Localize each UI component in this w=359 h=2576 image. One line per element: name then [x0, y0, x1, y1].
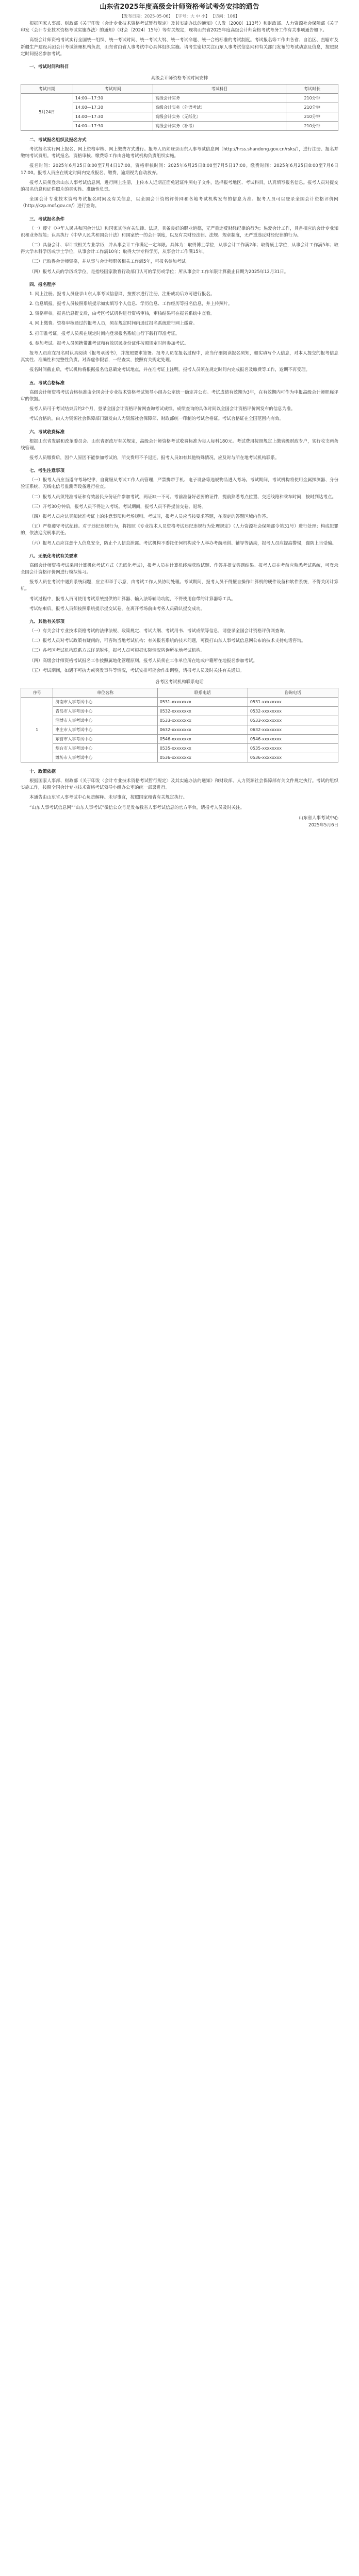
intro-paragraph: 根据国家人事部、财政部《关于印发〈会计专业技术资格考试暂行规定〉及其实施办法的通知》（人发〔2000〕113号）和财政部、人力资源社会保障部《关于印发〈会计专业技术资格考试实施办法〉的通知》（财会〔2024〕15号）等有关规定，现将山东省2025年度高级会计师资格考试考务工作有关事项通告如下。	[21, 21, 338, 33]
table-cell: 0546-xxxxxxxx	[157, 734, 248, 743]
paragraph: （五）考试期间，如遇不可抗力或突发事件等情况，考试安排可能会作出调整，请报考人员及时关注有关通知。	[29, 668, 244, 673]
section-heading: 十、政策依据	[29, 769, 56, 774]
table-cell: 枣庄市人事考试中心	[53, 725, 157, 734]
paragraph: 报考人员应在报名时认真阅读《报考承诺书》，并按照要求签署。报考人员在报名过程中，应当仔细阅读报名须知，如实填写个人信息，对本人提交的报考信息真实性、准确性和完整性负责。对弄虚作假者，一经查实，按照有关规定处理。	[21, 351, 338, 363]
table-cell: 潍坊市人事考试中心	[53, 753, 157, 762]
table-header: 咨询电话	[248, 688, 338, 697]
notice-title: 山东省2025年度高级会计师资格考试考务安排的通告	[100, 3, 259, 10]
list-item: 6. 参加考试。报考人员须携带准考证和有效居民身份证件按照规定时间参加考试。	[29, 341, 189, 346]
table-header: 联系电话	[157, 688, 248, 697]
table-cell: 烟台市人事考试中心	[53, 743, 157, 753]
paragraph: （三）已取得会计师资格，并从事与会计师职务相关工作满5年，可报名参加考试。	[29, 259, 190, 265]
table-row	[21, 697, 338, 706]
paragraph: 根据国家人事部、财政部《关于印发〈会计专业技术资格考试暂行规定〉及其实施办法的通知》和财政部、人力资源社会保障部有关文件规定执行。考试的组织实施工作，按照全国会计专业技术资格考试领导小组办公室的统一部署进行。	[21, 778, 338, 791]
paragraph: （一）报考人员应当遵守考场纪律，自觉服从考试工作人员管理，严禁携带手机、电子设备等违规物品进入考场。考试期间，考试机构将使用金属探测器、身份验证系统、无线电信号监测等设备进行检查。	[21, 478, 338, 490]
list-item: 5. 打印准考证。报考人员须在规定时间内登录报名系统自行下载打印准考证。	[29, 331, 180, 336]
paragraph: （六）报考人员应注意个人信息安全，防止个人信息泄露。考试机构不委托任何机构或个人举办考前培训、辅导等活动，报考人员应提高警惕，谨防上当受骗。	[29, 540, 337, 546]
paragraph: （二）具备会计、审计或相关专业学历，并从事会计工作满足一定年限。具体为：取得博士学位，从事会计工作满2年；取得硕士学位，从事会计工作满5年；取得大学本科学历或学士学位，从事会计工作满10年；取得大学专科学历，从事会计工作满15年。	[21, 243, 338, 255]
table-cell: 210分钟	[286, 122, 338, 131]
table-cell: 0536-xxxxxxxx	[157, 753, 248, 762]
paragraph: （四）报考人员的学历或学位，是指经国家教育行政部门认可的学历或学位；所从事会计工作年限计算截止日期为2025年12月31日。	[29, 269, 289, 275]
table-caption: 高级会计师资格考试时间安排	[151, 76, 208, 81]
paragraph: （一）遵守《中华人民共和国会计法》和国家其他有关法律、法规，具备良好的职业道德，无严重违反财经纪律的行为；热爱会计工作，具备相应的会计专业知识和业务技能；认真执行《中华人民共和国会计法》和国家统一的会计制度，以及有关财经法律、法规、规章制度，无严重违反财经纪律的行为。	[21, 226, 338, 238]
table-cell: 1	[21, 697, 53, 762]
table-cell: 14:00—17:30	[73, 103, 153, 112]
table-cell: 济南市人事考试中心	[53, 697, 157, 706]
table-row	[21, 725, 338, 734]
table-cell: 0532-xxxxxxxx	[157, 706, 248, 716]
table-header-row	[21, 84, 338, 94]
table-cell: 0632-xxxxxxxx	[157, 725, 248, 734]
section-heading: 七、考生注意事项	[29, 468, 65, 474]
table-cell: 0533-xxxxxxxx	[157, 716, 248, 725]
table-row	[21, 753, 338, 762]
paragraph: （四）报考人员应认真阅读准考证上的注意事项和考场规则。考试时，报考人员应当按要求答题，在规定的答题区域内作答。	[29, 514, 271, 519]
paragraph: 考试报名实行网上报名、网上资格审核、网上缴费方式进行。报考人员须登录山东人事考试信息网（http://hrss.shandong.gov.cn/rsks/），进行注册、报名并缴纳考试费用。考试报名、资格审核、缴费等工作由各地考试机构负责组织实施。	[21, 147, 338, 159]
table-cell: 高级会计实务（无纸化）	[153, 112, 286, 122]
paragraph: （一）有关会计专业技术资格考试的法律法规、政策规定、考试大纲、考试用书、考试成绩等信息，请登录全国会计资格评价网查询。	[29, 628, 288, 634]
paragraph: （二）报考人员须凭准考证和有效居民身份证件参加考试，两证缺一不可。考前准备好必要的证件，提前熟悉考点位置、交通线路和乘车时间，按时到达考点。	[29, 494, 337, 500]
contact-table	[21, 688, 338, 762]
paragraph: （五）严格遵守考试纪律。对于违纪违规行为，将按照《专业技术人员资格考试违纪违规行为处理规定》（人力资源社会保障部令第31号）进行处理；构成犯罪的，依法追究刑事责任。	[21, 524, 338, 536]
paragraph: “山东人事考试信息网”“山东人事考试”微信公众号是发布我省人事考试信息的官方平台，请报考人员及时关注。	[29, 805, 245, 810]
table-row	[21, 716, 338, 725]
table-cell: 青岛市人事考试中心	[53, 706, 157, 716]
paragraph: 报考人员在考试中遇到系统问题，应立即举手示意，由考试工作人员协助处理。考试期间，报考人员不得擅自操作计算机的硬件设备和软件系统，不得关闭计算机。	[21, 580, 338, 592]
paragraph: 本通告由山东省人事考试中心负责解释。未尽事宜，按照国家和省有关规定执行。	[29, 795, 188, 801]
section-heading: 四、报名程序	[29, 282, 56, 287]
table-cell: 14:00—17:30	[73, 94, 153, 103]
table-cell: 14:00—17:30	[73, 112, 153, 122]
table-cell: 淄博市人事考试中心	[53, 716, 157, 725]
table-cell: 0531-xxxxxxxx	[248, 697, 338, 706]
paragraph: 报考人员须登录山东人事考试信息网，进行网上注册，上传本人近期正面免冠证件照电子文件，选择报考地区、考试科目，认真填写报名信息。报考人员对提交的报名信息和证件照片的真实性、准确性负责。	[21, 180, 338, 193]
paragraph: （三）各考区考试机构联系方式详见附件，报考人员可根据实际情况咨询所在地考试机构。	[29, 648, 205, 654]
table-cell: 0546-xxxxxxxx	[248, 734, 338, 743]
table-cell: 0531-xxxxxxxx	[157, 697, 248, 706]
table-row	[21, 706, 338, 716]
paragraph: 全国会计专业技术资格考试报名时间及有关信息，以全国会计资格评价网和各地考试机构发布的信息为准。报考人员可以登录全国会计资格评价网（http://kzp.mof.gov.cn/）进行查询。	[21, 197, 338, 209]
paragraph: 报考人员可于考试结束后约2个月，登录全国会计资格评价网查询考试成绩。成绩查询的具体时间以全国会计资格评价网发布的信息为准。	[29, 406, 296, 412]
notice-body	[0, 21, 359, 829]
table-cell: 0632-xxxxxxxx	[248, 725, 338, 734]
table-cell: 高级会计实务（外语考试）	[153, 103, 286, 112]
table-cell: 5月24日	[21, 94, 73, 131]
table-cell: 0533-xxxxxxxx	[248, 716, 338, 725]
paragraph: 报考人员缴费后，因个人原因不能参加考试的，所交费用不予退还。报考人员如有其他特殊情况，应及时与所在地考试机构联系。	[29, 455, 280, 461]
notice-meta: 【发布日期：2025-05-06】 【字号：大 中 小】 【访问：106】	[120, 14, 239, 19]
paragraph: 考试合格的，由人力资源社会保障部门颁发由人力资源社会保障部、财政部统一印制的考试合格证。考试合格证在全国范围内有效。	[29, 416, 284, 422]
paragraph: （三）开考30分钟后，报考人员不得进入考场。考试期间，报考人员不得提前交卷、退场。	[29, 504, 206, 510]
paragraph: （四）高级会计师资格考试报名工作按照属地化管理原则，报考人员须在工作单位所在地或户籍所在地报名参加考试。	[29, 658, 258, 664]
list-item: 2. 信息填报。报考人员按照系统提示如实填写个人信息、学历信息、工作经历等报名信息，并上传照片。	[29, 301, 233, 307]
list-item: 1. 网上注册。报考人员登录山东人事考试信息网，按要求进行注册，注册成功后方可进行报名。	[29, 291, 215, 297]
table-cell: 210分钟	[286, 94, 338, 103]
table-row	[21, 743, 338, 753]
table-cell: 210分钟	[286, 112, 338, 122]
table-header: 考试科目	[153, 84, 286, 94]
paragraph: 高级会计师资格考试采用计算机化考试方式（无纸化考试），报考人员在计算机终端获取试题、作答并提交答题结果。报考人员在考前应熟悉考试系统，可登录全国会计资格评价网进行模拟练习。	[21, 563, 338, 575]
table-row	[21, 734, 338, 743]
paragraph: 高级会计师资格考试合格标准由全国会计专业技术资格考试领导小组办公室统一确定并公布。考试成绩有效期为3年，在有效期内可作为申报高级会计师职称评审的依据。	[21, 389, 338, 402]
table-header-row	[21, 688, 338, 697]
section-heading: 五、考试合格标准	[29, 380, 65, 386]
signature-org: 山东省人事考试中心	[299, 815, 338, 821]
list-item: 3. 资格审核。报名信息提交后，由考区考试机构进行资格审核，审核结果可在报名系统中查看。	[29, 311, 215, 317]
section-heading: 八、无纸化考试有关要求	[29, 553, 78, 559]
table-cell: 0535-xxxxxxxx	[248, 743, 338, 753]
table-cell: 210分钟	[286, 103, 338, 112]
section-heading: 二、考试报名组织及报名方式	[29, 138, 87, 143]
table-cell: 东营市人事考试中心	[53, 734, 157, 743]
section-heading: 六、考试收费标准	[29, 429, 65, 435]
list-item: 4. 网上缴费。资格审核通过的报考人员，须在规定时间内通过报名系统进行网上缴费。	[29, 321, 198, 327]
section-heading: 三、考试报名条件	[29, 216, 65, 222]
paragraph: （二）报考人员对考试政策有疑问的，可咨询当地考试机构；有关报名系统的技术问题，可拨打山东人事考试信息网公布的技术支持电话咨询。	[29, 638, 306, 644]
signature-block	[21, 815, 338, 829]
table-caption: 各考区考试机构联系电话	[155, 679, 204, 685]
table-header: 单位名称	[53, 688, 157, 697]
table-cell: 0536-xxxxxxxx	[248, 753, 338, 762]
table-cell: 高级会计实务	[153, 94, 286, 103]
table-header: 考试时长	[286, 84, 338, 94]
table-row	[21, 94, 338, 103]
paragraph: 考试过程中，报考人员可使用考试系统提供的计算器、输入法等辅助功能，不得使用自带的计算器等工具。	[29, 596, 236, 602]
section-heading: 九、其他有关事项	[29, 619, 65, 624]
table-cell: 0535-xxxxxxxx	[157, 743, 248, 753]
paragraph: 根据山东省发展和改革委员会、山东省财政厅有关规定，高级会计师资格考试收费标准为每人每科180元。考试费用按照规定上缴省级财政专户，实行收支两条线管理。	[21, 438, 338, 451]
table-cell: 0532-xxxxxxxx	[248, 706, 338, 716]
table-header: 考试时间	[73, 84, 153, 94]
paragraph: 考试结束后，报考人员须按照系统提示提交试卷，在离开考场前由考务人员确认提交成功。	[29, 606, 205, 612]
table-cell: 14:00—17:30	[73, 122, 153, 131]
intro-paragraph: 高级会计师资格考试实行全国统一组织、统一考试时间、统一考试大纲、统一考试命题、统一合格标准的考试制度。考试报名等工作由各省、自治区、直辖市及新疆生产建设兵团会计考试管理机构负责，山东省由省人事考试中心具体组织实施。请考生密切关注山东人事考试信息网和有关部门发布的考试动态及信息，按照规定时间报名参加考试。	[21, 38, 338, 57]
paragraph: 报名时间截止后，考试机构将根据报名信息确定考试地点，并在准考证上注明。报考人员须在规定时间内完成报名及缴费等工作，逾期不再受理。	[29, 367, 311, 373]
exam-schedule-table	[21, 84, 338, 131]
section-heading: 一、考试时间和科目	[29, 64, 69, 70]
table-header: 考试日期	[21, 84, 73, 94]
paragraph: 报名时间：2025年6月25日8:00至7月4日17:00。资格审核时间：2025年6月25日8:00至7月5日17:00。缴费时间：2025年6月25日8:00至7月6日17:00。报考人员应在规定时间内完成报名、缴费，逾期视为自动放弃。	[21, 163, 338, 176]
table-cell: 高级会计实务（补考）	[153, 122, 286, 131]
signature-date: 2025年5月6日	[308, 822, 338, 828]
table-header: 序号	[21, 688, 53, 697]
